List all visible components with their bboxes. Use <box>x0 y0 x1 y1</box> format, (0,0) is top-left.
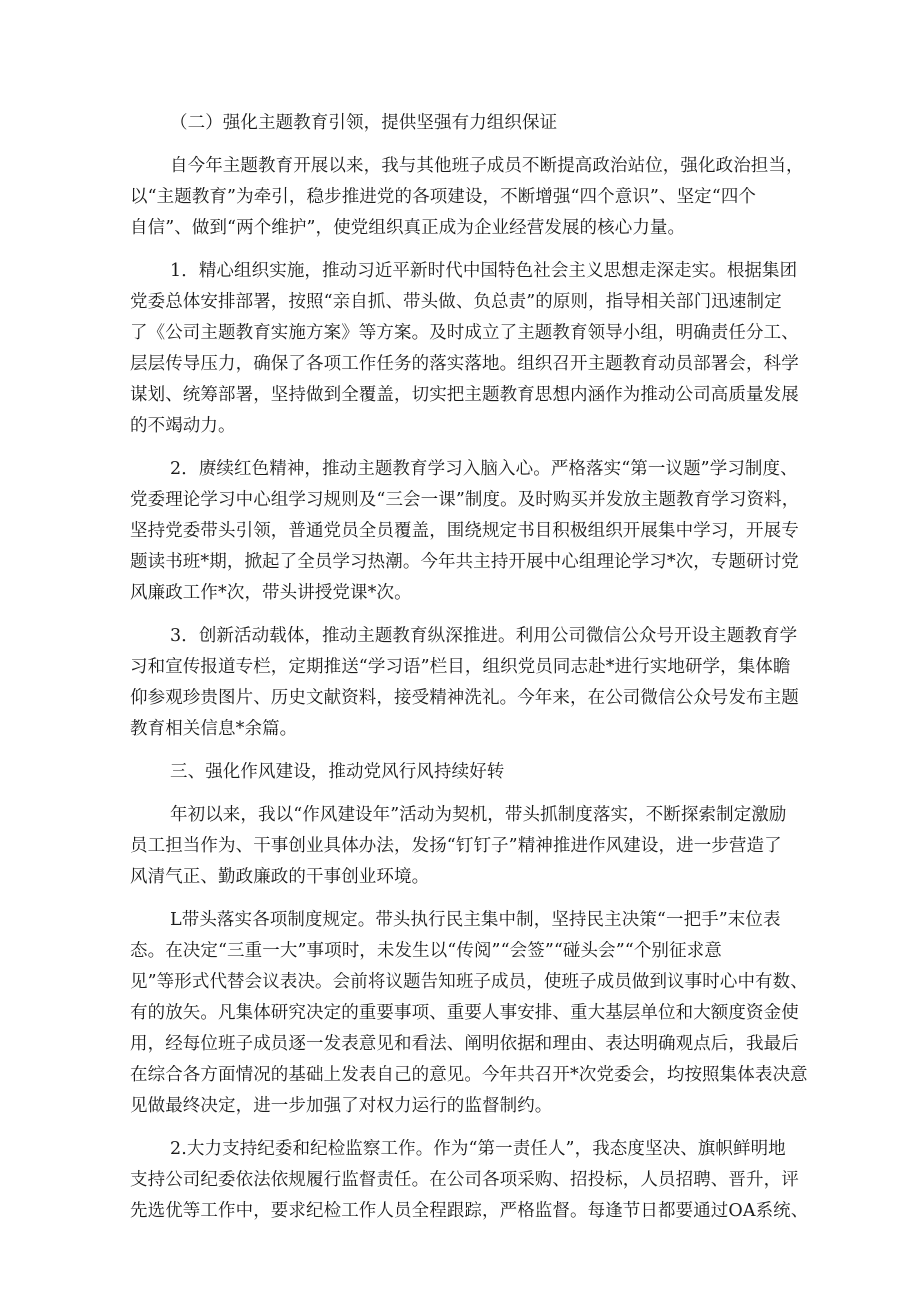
paragraph-item-2 <box>130 454 800 609</box>
text-line: 1．精心组织实施，推动习近平新时代中国特色社会主义思想走深走实。根据集团 <box>170 261 798 281</box>
text-line: 2.大力支持纪委和纪检监察工作。作为“第一责任人”，我态度坚决、旗帜鲜明地 <box>170 1139 786 1159</box>
paragraph-intro-3 <box>130 800 790 893</box>
text-line: 习和宣传报道专栏，定期推送“学习语”栏目，组织党员同志赴*进行实地研学，集体瞻 <box>130 657 791 677</box>
heading-line: 三、强化作风建设，推动党风行风持续好转 <box>170 762 505 782</box>
text-line: 坚持党委带头引领，普通党员全员覆盖，围绕规定书目积极组织开展集中学习，开展专 <box>130 521 799 541</box>
heading-line: （二）强化主题教育引领，提供坚强有力组织保证 <box>170 113 558 133</box>
text-line: 的不竭动力。 <box>130 416 236 436</box>
text-line: 党委总体安排部署，按照“亲自抓、带头做、负总责”的原则，指导相关部门迅速制定 <box>130 292 782 312</box>
text-line: 见做最终决定，进一步加强了对权力运行的监督制约。 <box>130 1096 553 1116</box>
text-line: 有的放矢。凡集体研究决定的重要事项、重要人事安排、重大基层单位和大额度资金使 <box>130 1003 799 1023</box>
text-line: 自今年主题教育开展以来，我与其他班子成员不断提高政治站位，强化政治担当， <box>170 156 804 176</box>
text-line: 教育相关信息*余篇。 <box>130 719 298 739</box>
paragraph-item-3 <box>130 621 799 745</box>
section-heading-3 <box>170 757 790 788</box>
text-line: 层层传导压力，确保了各项工作任务的落实落地。组织召开主题教育动员部署会，科学 <box>130 354 799 374</box>
text-line: 年初以来，我以“作风建设年”活动为契机，带头抓制度落实，不断探索制定激励 <box>170 805 787 825</box>
text-line: L带头落实各项制度规定。带头执行民主集中制，坚持民主决策“一把手”末位表 <box>170 910 781 930</box>
text-line: 风清气正、勤政廉政的干事创业环境。 <box>130 867 430 887</box>
text-line: 见”等形式代替会议表决。会前将议题告知班子成员，使班子成员做到议事时心中有数、 <box>130 972 808 992</box>
text-line: 态。在决定“三重一大”事项时，未发生以“传阅”“会签”“碰头会”“个别征求意 <box>130 941 722 961</box>
text-line: 员工担当作为、干事创业具体办法，发扬“钉钉子”精神推进作风建设，进一步营造了 <box>130 836 782 856</box>
text-line: 党委理论学习中心组学习规则及“三会一课”制度。及时购买并发放主题教育学习资料， <box>130 490 800 510</box>
text-line: 2．赓续红色精神，推动主题教育学习入脑入心。严格落实“第一议题”学习制度、 <box>170 459 798 479</box>
text-line: 以“主题教育”为牵引，稳步推进党的各项建设，不断增强“四个意识”、坚定“四个 <box>130 187 757 207</box>
text-line: 谋划、统筹部署，坚持做到全覆盖，切实把主题教育思想内涵作为推动公司高质量发展 <box>130 385 799 405</box>
paragraph-item-1 <box>130 256 799 442</box>
document-page <box>130 108 809 1227</box>
text-line: 仰参观珍贵图片、历史文献资料，接受精神洗礼。今年来，在公司微信公众号发布主题 <box>130 688 799 708</box>
text-line: 自信”、做到“两个维护”，使党组织真正成为企业经营发展的核心力量。 <box>130 218 686 238</box>
paragraph-intro <box>130 151 804 244</box>
text-line: 支持公司纪委依法依规履行监督责任。在公司各项采购、招投标，人员招聘、晋升，评 <box>130 1170 799 1190</box>
paragraph-item-3-2 <box>130 1134 809 1227</box>
text-line: 3．创新活动载体，推动主题教育纵深推进。利用公司微信公众号开设主题教育学 <box>170 626 798 646</box>
paragraph-item-3-1 <box>130 905 808 1122</box>
text-line: 题读书班*期，掀起了全员学习热潮。今年共主持开展中心组理论学习*次，专题研讨党 <box>130 552 799 572</box>
section-heading-2 <box>170 108 790 139</box>
text-line: 在综合各方面情况的基础上发表自己的意见。今年共召开*次党委会，均按照集体表决意 <box>130 1065 808 1085</box>
text-line: 用，经每位班子成员逐一发表意见和看法、阐明依据和理由、表达明确观点后，我最后 <box>130 1034 799 1054</box>
text-line: 风廉政工作*次，带头讲授党课*次。 <box>130 583 412 603</box>
text-line: 先选优等工作中，要求纪检工作人员全程跟踪，严格监督。每逢节日都要通过OA系统、 <box>130 1201 809 1221</box>
text-line: 了《公司主题教育实施方案》等方案。及时成立了主题教育领导小组，明确责任分工、 <box>130 323 799 343</box>
